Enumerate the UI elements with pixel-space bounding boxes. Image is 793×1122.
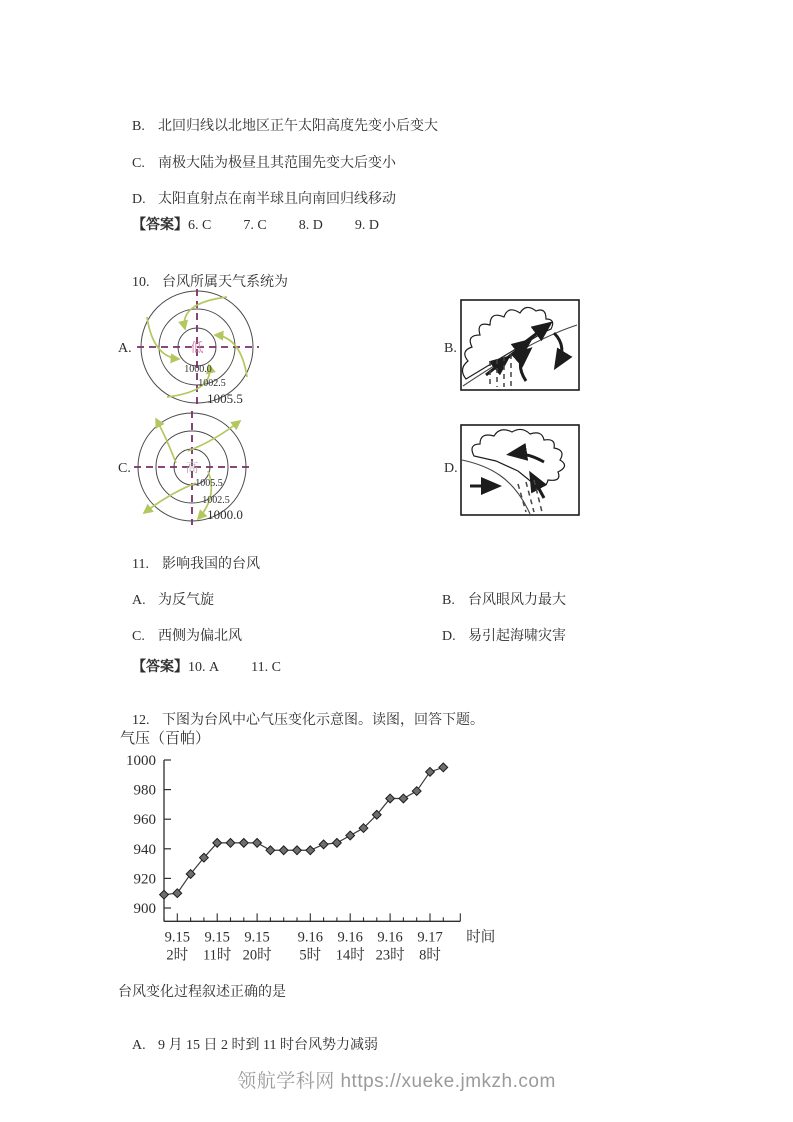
svg-text:11时: 11时 xyxy=(202,947,232,964)
cloud-icon xyxy=(472,429,565,486)
svg-text:9.15: 9.15 xyxy=(164,929,190,946)
pressure-chart xyxy=(118,726,498,968)
question-number: 10. xyxy=(132,275,150,290)
answer-item: 11. C xyxy=(251,660,281,675)
answer-item: 9. D xyxy=(354,218,379,233)
answer-item: 8. D xyxy=(298,218,323,233)
warm-front-diagram xyxy=(460,299,580,391)
isobar-value: 1000.0 xyxy=(207,507,243,522)
svg-text:9.16: 9.16 xyxy=(297,929,323,946)
q11-option-d xyxy=(428,609,566,661)
isobar-value: 1000.0 xyxy=(184,364,212,375)
isobar-value: 1005.5 xyxy=(195,478,223,489)
option-text: 为反气旋 xyxy=(158,593,214,608)
option-text: 西侧为偏北风 xyxy=(158,629,242,644)
svg-text:920: 920 xyxy=(133,871,156,888)
cloud-icon xyxy=(462,307,552,379)
option-letter: C. xyxy=(132,629,145,644)
svg-text:时间: 时间 xyxy=(466,929,496,946)
answer-item: 6. C xyxy=(188,218,212,233)
answer-line-q6-q9 xyxy=(118,198,379,250)
answer-prefix: 【答案】 xyxy=(132,660,188,675)
svg-text:9.15: 9.15 xyxy=(204,929,230,946)
isobar-value: 1002.5 xyxy=(202,495,230,506)
diagram-c-label: C. xyxy=(118,461,131,476)
cold-front-diagram xyxy=(460,424,580,516)
svg-text:9.16: 9.16 xyxy=(337,929,363,946)
option-text: 南极大陆为极昼且其范围先变大后变小 xyxy=(158,156,396,171)
option-letter: D. xyxy=(442,629,456,644)
svg-text:940: 940 xyxy=(133,841,156,858)
question-text: 影响我国的台风 xyxy=(162,557,260,572)
question-text: 下图为台风中心气压变化示意图。读图，回答下题。 xyxy=(162,713,484,728)
answer-item: 10. A xyxy=(188,660,220,675)
question-text: 台风所属天气系统为 xyxy=(162,275,288,290)
q12-stem: 台风变化过程叙述正确的是 xyxy=(118,985,286,1000)
answer-prefix: 【答案】 xyxy=(132,218,188,233)
svg-text:23时: 23时 xyxy=(375,947,405,964)
svg-text:9.15: 9.15 xyxy=(244,929,270,946)
svg-text:1000: 1000 xyxy=(126,753,156,769)
svg-text:960: 960 xyxy=(133,812,156,829)
svg-text:气压（百帕）: 气压（百帕） xyxy=(120,731,211,747)
svg-text:8时: 8时 xyxy=(419,947,441,964)
svg-text:980: 980 xyxy=(133,782,156,799)
svg-text:5时: 5时 xyxy=(299,947,322,964)
question-number: 11. xyxy=(132,557,149,572)
option-letter: D. xyxy=(132,192,146,207)
option-text: 北回归线以北地区正午太阳高度先变小后变大 xyxy=(158,119,438,134)
diagram-a-label: A. xyxy=(118,341,132,356)
option-text: 9 月 15 日 2 时到 11 时台风势力减弱 xyxy=(158,1038,378,1053)
svg-text:14时: 14时 xyxy=(335,947,365,964)
svg-text:900: 900 xyxy=(133,901,156,917)
answer-line-q10-q11 xyxy=(118,640,281,692)
option-text: 易引起海啸灾害 xyxy=(468,629,566,644)
svg-text:20时: 20时 xyxy=(242,947,272,964)
diagram-d-label: D. xyxy=(444,461,458,476)
option-letter: A. xyxy=(132,593,146,608)
low-pressure-center-label: 低 xyxy=(190,340,204,355)
option-letter: B. xyxy=(132,119,145,134)
option-letter: A. xyxy=(132,1038,146,1053)
isobar-value: 1005.5 xyxy=(207,391,243,406)
anticyclone-diagram xyxy=(122,407,262,529)
answer-item: 7. C xyxy=(243,218,267,233)
option-text: 太阳直射点在南半球且向南回归线移动 xyxy=(158,192,396,207)
option-letter: B. xyxy=(442,593,455,608)
site-watermark: 领航学科网 https://xueke.jmkzh.com xyxy=(237,1071,556,1092)
option-letter: C. xyxy=(132,156,145,171)
question-number: 12. xyxy=(132,713,150,728)
diagram-b-label: B. xyxy=(444,341,457,356)
option-text: 台风眼风力最大 xyxy=(468,593,566,608)
svg-text:9.16: 9.16 xyxy=(377,929,403,946)
svg-text:2时: 2时 xyxy=(166,947,189,964)
high-pressure-center-label: 高 xyxy=(185,460,199,475)
cyclone-diagram xyxy=(127,287,267,409)
isobar-value: 1002.5 xyxy=(198,378,226,389)
q12-option-a xyxy=(118,1018,378,1070)
svg-text:9.17: 9.17 xyxy=(417,929,443,946)
